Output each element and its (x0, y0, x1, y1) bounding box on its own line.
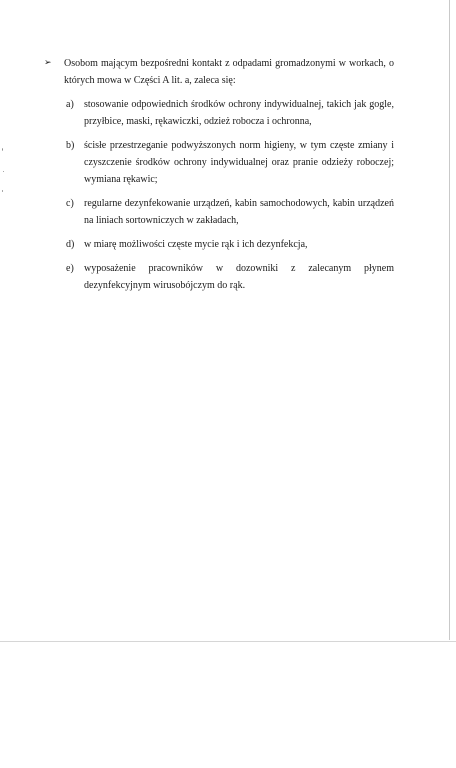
lead-text: Osobom mającym bezpośredni kontakt z odpadami gromadzonymi w workach, o których mowa w Części A lit. a, zaleca się: (64, 58, 394, 86)
item-marker: c) (66, 198, 74, 209)
item-text: ścisłe przestrzeganie podwyższonych norm higieny, w tym częste zmiany i czyszczenie środków ochrony indywidualnej oraz pranie odzieży roboczej; wymiana rękawic; (84, 140, 394, 185)
scan-page-edge (449, 0, 450, 640)
list-item (44, 195, 394, 229)
lead-paragraph (44, 55, 394, 89)
list-item (44, 236, 394, 253)
item-marker: d) (66, 239, 75, 250)
scan-speck (3, 171, 4, 172)
scan-speck (2, 190, 3, 192)
scan-speck (2, 148, 3, 151)
list-item (44, 260, 394, 294)
item-text: stosowanie odpowiednich środków ochrony indywidualnej, takich jak gogle, przyłbice, maski, rękawiczki, odzież robocza i ochronna, (84, 99, 394, 127)
item-text: regularne dezynfekowanie urządzeń, kabin samochodowych, kabin urządzeń na liniach sortowniczych w zakładach, (84, 198, 394, 226)
item-marker: b) (66, 140, 75, 151)
list-item (44, 96, 394, 130)
document-body (44, 55, 394, 301)
scan-fold-line (0, 641, 456, 642)
list-item (44, 137, 394, 188)
item-text: w miarę możliwości częste mycie rąk i ich dezynfekcja, (84, 239, 308, 250)
item-text: wyposażenie pracowników w dozowniki z zalecanym płynem dezynfekcyjnym wirusobójczym do rąk. (84, 263, 394, 291)
arrow-bullet-icon: ➢ (44, 58, 52, 68)
recommendation-list (44, 96, 394, 294)
item-marker: e) (66, 263, 74, 274)
item-marker: a) (66, 99, 74, 110)
